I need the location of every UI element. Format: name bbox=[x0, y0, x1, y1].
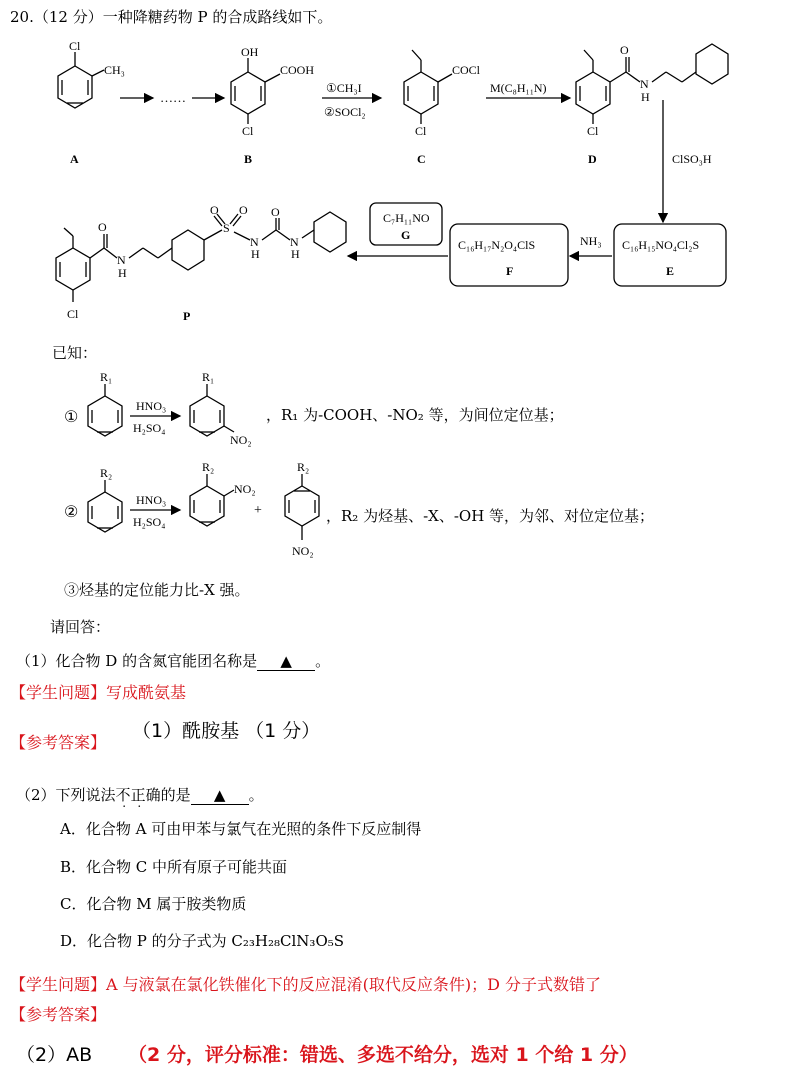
r2-sub: R₂ bbox=[100, 466, 113, 480]
q1-student-issue bbox=[10, 680, 186, 703]
q2-answer-tag: 【参考答案】 bbox=[10, 1005, 107, 1024]
atom-label: OH bbox=[241, 45, 259, 59]
q2-suffix: 。 bbox=[248, 786, 264, 804]
reagent-label: M(C₈H₁₁N) bbox=[490, 81, 547, 95]
student-issue-tag: 【学生问题】 bbox=[10, 975, 107, 994]
r1-number: ① bbox=[64, 409, 79, 426]
compound-label-a: A bbox=[70, 152, 79, 166]
atom-label: Cl bbox=[415, 124, 427, 138]
r1-sub: R₁ bbox=[100, 370, 113, 384]
formula-f: C₁₆H₁₇N₂O₄ClS bbox=[458, 238, 536, 252]
atom-label: COCl bbox=[452, 63, 481, 77]
known-title: 已知： bbox=[52, 344, 98, 362]
option-b: B．化合物 C 中所有原子可能共面 bbox=[60, 858, 288, 876]
plus-sign: + bbox=[254, 503, 262, 518]
dots-label: …… bbox=[160, 90, 186, 105]
r1-description: ，R₁ 为-COOH、-NO₂ 等，为间位定位基； bbox=[266, 406, 564, 424]
q2-answer-note: （2 分，评分标准：错选、多选不给分，选对 1 个给 1 分） bbox=[128, 1044, 638, 1066]
q1-answer-tag: 【参考答案】 bbox=[10, 733, 107, 752]
compound-label-c: C bbox=[417, 152, 426, 166]
compound-b-structure bbox=[231, 58, 280, 124]
r1-reagent1: HNO₃ bbox=[136, 399, 167, 413]
reagent-label: NH₃ bbox=[580, 234, 602, 248]
q2-blank: ▲ bbox=[191, 786, 249, 805]
q1-prefix: （1）化合物 D 的含氮官能团名称是 bbox=[16, 652, 258, 670]
atom-label: Cl bbox=[587, 124, 599, 138]
reagent-label: ①CH₃I bbox=[326, 81, 362, 95]
student-issue-text: 写成酰氨基 bbox=[106, 683, 187, 702]
q1-blank: ▲ bbox=[257, 652, 315, 671]
r2-reagent2: H₂SO₄ bbox=[133, 515, 166, 529]
r2-product-sub: R₂ bbox=[202, 460, 215, 474]
atom-label: O bbox=[271, 205, 280, 219]
reagent-label: ClSO₃H bbox=[672, 152, 712, 166]
atom-label: CH₃ bbox=[104, 63, 125, 77]
option-c: C．化合物 M 属于胺类物质 bbox=[60, 895, 247, 913]
r2-para-no2: NO₂ bbox=[292, 544, 314, 558]
q2-mid: 确的是 bbox=[145, 786, 191, 804]
r1-product-sub: R₁ bbox=[202, 370, 215, 384]
please-answer: 请回答： bbox=[50, 618, 111, 636]
r1-product-no2: NO₂ bbox=[230, 433, 252, 447]
atom-label: N bbox=[250, 235, 259, 249]
atom-label: Cl bbox=[69, 39, 81, 53]
formula-g: C₇H₁₁NO bbox=[383, 211, 430, 225]
compound-label-f: F bbox=[506, 264, 514, 278]
q2-emphasis-1: 不 bbox=[115, 786, 131, 804]
r2-ortho-no2: NO₂ bbox=[234, 482, 256, 496]
synthesis-route-diagram bbox=[0, 0, 792, 340]
compound-c-structure bbox=[404, 50, 452, 124]
known-reactions-diagram bbox=[0, 360, 792, 580]
atom-label: H bbox=[291, 247, 300, 261]
atom-label: H bbox=[641, 90, 650, 104]
q1-suffix: 。 bbox=[315, 652, 331, 670]
atom-label: COOH bbox=[280, 63, 315, 77]
atom-label: O bbox=[239, 203, 248, 217]
atom-label: S bbox=[223, 221, 230, 235]
reagent-label: ②SOCl₂ bbox=[324, 105, 366, 119]
r2-number: ② bbox=[64, 504, 79, 521]
atom-label: N bbox=[117, 253, 126, 267]
compound-label-d: D bbox=[588, 152, 597, 166]
student-issue-tag: 【学生问题】 bbox=[10, 683, 107, 702]
q1-text bbox=[16, 650, 330, 671]
compound-label-p: P bbox=[183, 309, 191, 323]
q2-prefix: （2）下列说法 bbox=[16, 786, 116, 804]
q2-answer-main: （2）AB bbox=[16, 1044, 93, 1066]
q2-student-issue bbox=[10, 972, 601, 995]
q1-answer: （1）酰胺基 （1 分） bbox=[132, 720, 321, 742]
q2-text bbox=[16, 784, 264, 805]
r2-description: ，R₂ 为烃基、-X、-OH 等，为邻、对位定位基； bbox=[326, 507, 655, 525]
compound-d-structure bbox=[576, 44, 728, 124]
atom-label: O bbox=[98, 220, 107, 234]
r1-reagent2: H₂SO₄ bbox=[133, 421, 166, 435]
question-header: 20.（12 分）一种降糖药物 P 的合成路线如下。 bbox=[10, 8, 333, 26]
atom-label: N bbox=[290, 235, 299, 249]
atom-label: Cl bbox=[242, 124, 254, 138]
r3-description: ③烃基的定位能力比-X 强。 bbox=[64, 581, 250, 599]
compound-label-e: E bbox=[666, 264, 675, 278]
q2-emphasis-2: 正 bbox=[130, 786, 146, 804]
formula-e: C₁₆H₁₅NO₄Cl₂S bbox=[622, 238, 700, 252]
student-issue-text: A 与液氯在氯化铁催化下的反应混淆(取代反应条件)；D 分子式数错了 bbox=[106, 975, 602, 994]
atom-label: H bbox=[118, 266, 127, 280]
option-a: A．化合物 A 可由甲苯与氯气在光照的条件下反应制得 bbox=[60, 820, 422, 838]
compound-label-g: G bbox=[401, 228, 411, 242]
option-d: D．化合物 P 的分子式为 C₂₃H₂₈ClN₃O₅S bbox=[60, 932, 345, 950]
atom-label: O bbox=[620, 43, 629, 57]
atom-label: N bbox=[640, 77, 649, 91]
atom-label: Cl bbox=[67, 307, 79, 321]
atom-label: H bbox=[251, 247, 260, 261]
compound-label-b: B bbox=[244, 152, 253, 166]
r2-para-sub: R₂ bbox=[297, 460, 310, 474]
r2-reagent1: HNO₃ bbox=[136, 493, 167, 507]
compound-a-structure bbox=[58, 52, 104, 108]
atom-label: O bbox=[210, 203, 219, 217]
